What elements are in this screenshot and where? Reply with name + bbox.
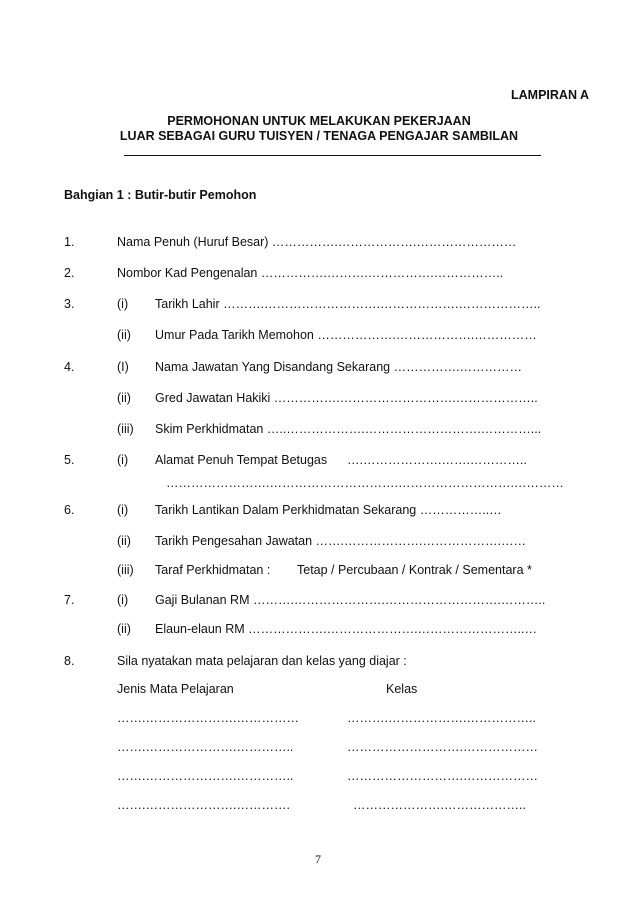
- class-line: ……….……………….……………..: [347, 711, 536, 725]
- item-number-1: 1.: [64, 235, 75, 249]
- subject-line: …….………………….……………: [117, 711, 299, 725]
- umur-field: Umur Pada Tarikh Memohon ……………….……………….……………: [155, 328, 537, 342]
- item-number-2: 2.: [64, 266, 75, 280]
- gred-field: Gred Jawatan Hakiki …………….……………………….………………..: [155, 391, 538, 405]
- tarikh-lantikan-field: Tarikh Lantikan Dalam Perkhidmatan Sekarang ……………..…: [155, 503, 502, 517]
- sub-i-4: (I): [117, 360, 129, 374]
- sub-ii-3: (ii): [117, 328, 131, 342]
- page-number: 7: [315, 852, 321, 866]
- subject-line: …….………………….…………..: [117, 740, 294, 754]
- skim-field: Skim Perkhidmatan …..……………….……………………….…………...: [155, 422, 542, 436]
- item-number-4: 4.: [64, 360, 75, 374]
- item-number-7: 7.: [64, 593, 75, 607]
- alamat-dots-2: …………………….………………………….……………………….…………: [166, 476, 564, 490]
- subject-line: …….………………….………….: [117, 798, 290, 812]
- sub-i-6: (i): [117, 503, 129, 517]
- class-line: ………………….………………..: [353, 798, 526, 812]
- alamat-label: Alamat Penuh Tempat Betugas: [155, 453, 328, 467]
- sub-ii-7: (ii): [117, 622, 131, 636]
- column-subject-header: Jenis Mata Pelajaran: [117, 682, 234, 696]
- item-number-8: 8.: [64, 654, 75, 668]
- nombor-kad-field: Nombor Kad Pengenalan …………….……….…………….……………..: [117, 266, 504, 280]
- title-underline: [124, 155, 541, 156]
- title-line-1: PERMOHONAN UNTUK MELAKUKAN PEKERJAAN: [167, 114, 471, 128]
- sila-nyatakan-text: Sila nyatakan mata pelajaran dan kelas yang diajar :: [117, 654, 407, 668]
- section-heading: Bahgian 1 : Butir-butir Pemohon: [64, 188, 257, 202]
- elaun-field: Elaun-elaun RM ……………….………………….……………………..…: [155, 622, 537, 636]
- sub-iii-4: (iii): [117, 422, 134, 436]
- item-number-5: 5.: [64, 453, 75, 467]
- taraf-label: Taraf Perkhidmatan :: [155, 563, 271, 577]
- sub-i-3: (i): [117, 297, 129, 311]
- taraf-options: Tetap / Percubaan / Kontrak / Sementara *: [297, 563, 532, 577]
- sub-ii-6: (ii): [117, 534, 131, 548]
- sub-i-7: (i): [117, 593, 129, 607]
- tarikh-pengesahan-field: Tarikh Pengesahan Jawatan …….……………….……………….……: [155, 534, 526, 548]
- nama-jawatan-field: Nama Jawatan Yang Disandang Sekarang …………….……………: [155, 360, 523, 374]
- title-line-2: LUAR SEBAGAI GURU TUISYEN / TENAGA PENGAJAR SAMBILAN: [119, 129, 519, 143]
- item-number-6: 6.: [64, 503, 75, 517]
- nama-penuh-field: Nama Penuh (Huruf Besar) …………….……………….……………………: [117, 235, 517, 249]
- gaji-field: Gaji Bulanan RM ……….………………….……………………….………..: [155, 593, 546, 607]
- class-line: ……………………….………………: [347, 740, 538, 754]
- class-line: ……………………….………………: [347, 769, 538, 783]
- sub-iii-6: (iii): [117, 563, 134, 577]
- alamat-dots-1: ….……………….…….…………..: [347, 453, 527, 467]
- sub-i-5: (i): [117, 453, 129, 467]
- subject-line: …….………………….…………..: [117, 769, 294, 783]
- tarikh-lahir-field: Tarikh Lahir ……….……………………….……………….………………..: [155, 297, 541, 311]
- sub-ii-4: (ii): [117, 391, 131, 405]
- column-class-header: Kelas: [386, 682, 418, 696]
- item-number-3: 3.: [64, 297, 75, 311]
- lampiran-label: LAMPIRAN A: [511, 88, 590, 102]
